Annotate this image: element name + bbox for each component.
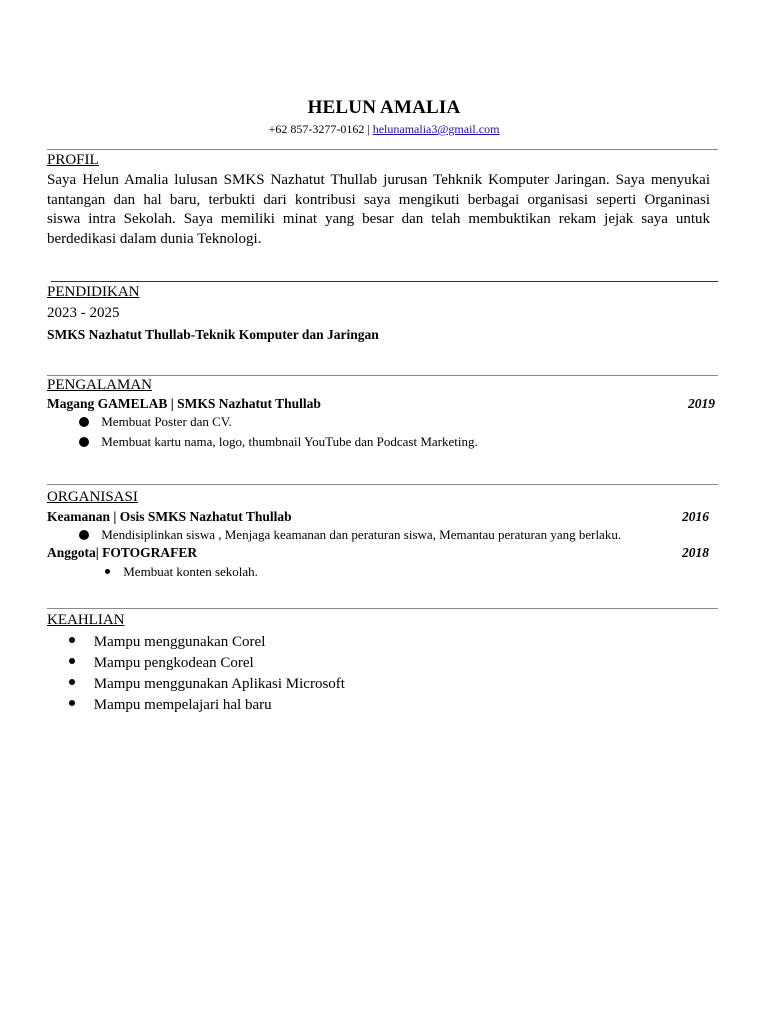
bullet-icon (79, 530, 89, 540)
list-item (69, 655, 254, 672)
list-item (69, 697, 272, 714)
profil-line: berdedikasi dalam dunia Teknologi. (47, 230, 262, 247)
organization-bullet: Membuat konten sekolah. (123, 564, 258, 579)
list-item (79, 527, 621, 543)
resume-name: HELUN AMALIA (307, 97, 461, 118)
education-years: 2023 - 2025 (47, 305, 120, 321)
bullet-icon (105, 569, 110, 574)
profil-line: Saya Helun Amalia lulusan SMKS Nazhatut Thullab jurusan Tehknik Komputer Jaringan. Saya menyukai (47, 172, 710, 188)
section-heading-organisasi: ORGANISASI (47, 489, 138, 505)
organization-year: 2016 (682, 509, 709, 524)
skill-text: Mampu pengkodean Corel (93, 655, 254, 671)
section-heading-pendidikan: PENDIDIKAN (47, 284, 140, 300)
education-school: SMKS Nazhatut Thullab-Teknik Komputer dan Jaringan (47, 327, 379, 342)
divider (47, 375, 718, 376)
bullet-icon (69, 658, 75, 664)
skill-text: Mampu menggunakan Corel (93, 634, 266, 650)
experience-bullet: Membuat Poster dan CV. (101, 414, 232, 429)
divider (47, 484, 718, 485)
list-item (105, 564, 258, 580)
experience-bullet: Membuat kartu nama, logo, thumbnail YouTube dan Podcast Marketing. (101, 434, 478, 449)
section-heading-pengalaman: PENGALAMAN (47, 377, 152, 393)
section-heading-profil: PROFIL (47, 152, 99, 168)
organization-bullet: Mendisiplinkan siswa , Menjaga keamanan dan peraturan siswa, Memantau peraturan yang berlaku. (101, 527, 622, 542)
bullet-icon (69, 679, 75, 685)
bullet-icon (69, 637, 75, 643)
divider (47, 608, 718, 609)
divider (47, 149, 718, 150)
profil-line: siswa intra Sekolah. Saya memiliki minat yang besar dan telah membuktikan rekam jejak saya untuk (47, 211, 710, 227)
profil-paragraph (47, 171, 710, 249)
list-item (79, 414, 232, 430)
phone-number: +62 857-3277-0162 | (268, 122, 373, 136)
skill-text: Mampu mempelajari hal baru (93, 697, 272, 713)
section-heading-keahlian: KEAHLIAN (47, 612, 125, 628)
contact-line (0, 122, 768, 137)
experience-title: Magang GAMELAB | SMKS Nazhatut Thullab (47, 396, 321, 411)
email-link[interactable]: helunamalia3@gmail.com (372, 122, 500, 136)
skill-text: Mampu menggunakan Aplikasi Microsoft (93, 676, 345, 692)
profil-line: tantangan dan hal baru, terbukti dari kontribusi saya mengikuti berbagai organisasi seperti Organinasi (47, 191, 710, 208)
bullet-icon (79, 417, 89, 427)
organization-year: 2018 (682, 545, 709, 560)
organization-title: Keamanan | Osis SMKS Nazhatut Thullab (47, 509, 292, 524)
list-item (69, 676, 345, 693)
list-item (69, 634, 265, 651)
divider (51, 281, 718, 282)
experience-year: 2019 (688, 396, 715, 411)
bullet-icon (79, 437, 89, 447)
bullet-icon (69, 700, 75, 706)
list-item (79, 434, 478, 450)
organization-title: Anggota| FOTOGRAFER (47, 545, 198, 560)
